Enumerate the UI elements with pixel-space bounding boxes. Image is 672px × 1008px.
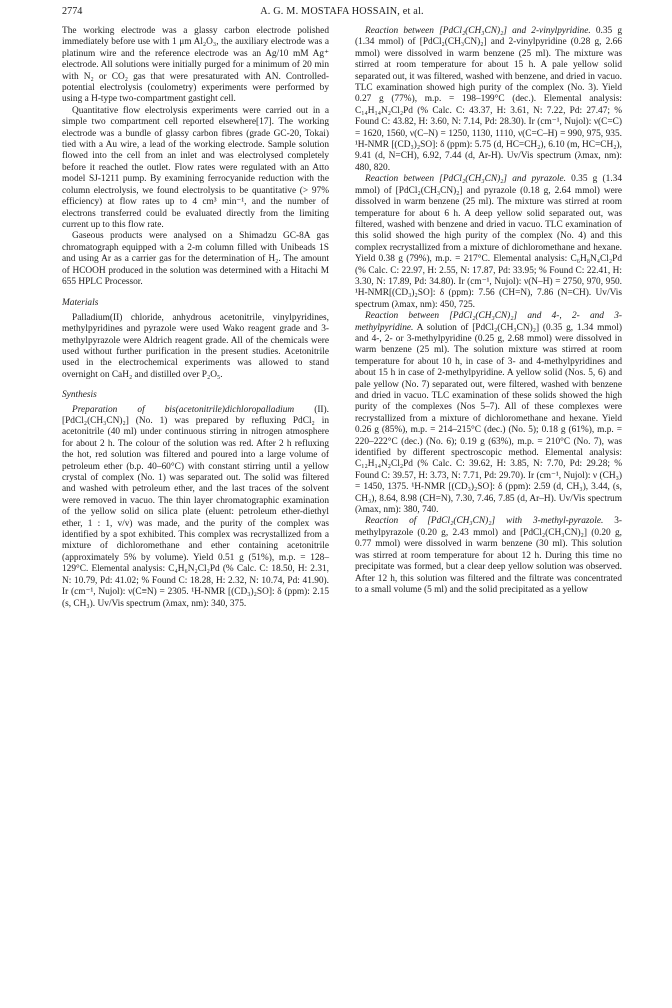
vinylpyridine-body: 0.35 g (1.34 mmol) of [PdCl₂(CH₃CN)₂] and 2-vinylpyridine (0.28 g, 2.66 mmol) were dissolved in warm benzene (25 ml). The mixture was stirred at room temperature for about 15 h. A pale yellow solid separated out, it was filtered, washed with benzene, and dried in vacuo. TLC examination showed high purity of the complex (No. 3). Yield 0.27 g (77%), m.p. = 198–199°C (dec.). Elemental analysis: C₁₄H₁₄N₂Cl₂Pd (% Calc. C: 43.37, H: 3.61, N: 7.22, Pd: 27.47; % Found C: 43.82, H: 3.60, N: 7.14, Pd: 28.30). Ir (cm⁻¹, Nujol): ν(C=C) = 1620, 1560, ν(C–N) = 1250, 1130, 1110, ν(C=C–H) = 990, 975, 935. ¹H-NMR [(CD₃)₂SO]: δ (ppm): 5.75 (d, HC=CH₂), 6.10 (m, HC=CH₂), 9.41 (d, N=CH), 6.92, 7.44 (d, Ar-H). Uv/Vis spectrum (λmax, nm): 480, 820. [355, 26, 623, 173]
vinylpyridine-paragraph [355, 26, 622, 174]
preparation-paragraph [62, 405, 329, 610]
pyrazole-paragraph [355, 174, 622, 311]
right-column [355, 26, 622, 596]
synthesis-heading: Synthesis [62, 390, 97, 401]
pyrazole-body: 0.35 g (1.34 mmol) of [PdCl₂(CH₃CN)₂] and pyrazole (0.18 g, 2.64 mmol) were dissolved in warm benzene (25 ml). The mixture was stirred at room temperature for about 6 h. A deep yellow solid separated out, was filtered, washed with benzene and dried in vacuo. TLC examination of this solid showed the high purity of the complex (No. 4) and this complex recrystallized from a mixture of dichloromethane and hexane. Yield 0.38 g (79%), m.p. = 217°C. Elemental analysis: C₆H₈N₄Cl₂Pd (% Calc. C: 22.97, H: 2.55, N: 17.87, Pd: 33.95; % Found C: 22.41, H: 3.30, N: 17.89, Pd: 34.80). Ir (cm⁻¹, Nujol): ν(N–H) = 2750, 970, 950. ¹H-NMR[(CD₃)₂SO]: δ (ppm): 7.56 (CH=N), 7.86 (N=CH). Uv/Vis spectrum (λmax, nm): 450, 725. [355, 174, 622, 310]
left-column [62, 26, 329, 610]
preparation-body: (II). [PdCl₂(CH₃CN)₂] (No. 1) was prepared by refluxing PdCl₂ in acetonitrile (40 ml) under continuous stirring in nitrogen atmosphere for about 2 h. The colour of the solution was red. After 2 h refluxing the hot, red solution was filtered and poured into a large volume of petroleum ether (b.p. 40–60°C) with constant stirring until a yellow crystal of complex (No. 1) was separated out. The solid was filtered and washed with petroleum ether, and the last traces of the solvent were removed in vacuo. The thin layer chromatographic examination of the yellow solid on silica plate (eluent: petroleum ether-diethyl ether, 1 : 1, v/v) was made, and the purity of the complex was identified by a spot exhibited. This complex was recrystallized from a mixture of dichloromethane and ether containing acetonitrile (approximately 5% by volume). Yield 0.51 g (51%), m.p. = 128–129°C. Elemental analysis: C₄H₆N₂Cl₂Pd (% Calc. C: 18.50, H: 2.31, N: 10.79, Pd: 41.02; % Found C: 18.28, H: 2.32, N: 10.74, Pd: 41.90). Ir (cm⁻¹, Nujol): ν(C≡N) = 2305. ¹H-NMR [(CD₃)₂SO]: δ (ppm): 2.15 (s, CH₃). Uv/Vis spectrum (λmax, nm): 340, 375. [62, 404, 329, 609]
running-header [62, 6, 622, 20]
methylpyridine-body: A solution of [PdCl₂(CH₃CN)₂] (0.35 g, 1.34 mmol) and 4-, 2- or 3-methylpyridine (0.25 g, 2.68 mmol) were dissolved in warm benzene (25 ml). The solution mixture was stirred at room temperature for about 10 h, in case of 3- and 4-methylpyridines and about 15 h in case of 2-methylpyridine. A yellow solid (Nos. 5, 6) and pale yellow (No. 7) separated out, were filtered, washed with benzene and dried in vacuo. TLC examination of these solids showed the high purity of the complexes (Nos 5–7). All of these complexes were recrystallized from a mixture of dichloromethane and hexane. Yield 0.26 g (85%), m.p. = 214–215°C (dec.) (No. 5); 0.18 g (61%), m.p. = 220–222°C (dec.) (No. 6); 0.19 g (63%), m.p. = 210°C (No. 7), was identified by different spectroscopic method. Elemental analysis: C₁₂H₁₄N₂Cl₂Pd (% Calc. C: 39.62, H: 3.85, N: 7.70, Pd: 29.28; % Found C: 39.57, H: 3.73, N: 7.71, Pd: 29.70). Ir (cm⁻¹, Nujol): ν (CH₃) = 1450, 1375. ¹H-NMR [(CD₃)₂SO]: δ (ppm): 2.59 (d, CH₃), 3.44, (s, CH₃), 8.64, 8.98 (CH=N), 7.30, 7.46, 7.85 (d, Ar–H). Uv/Vis spectrum (λmax, nm): 380, 740. [355, 322, 622, 516]
electrode-paragraph: The working electrode was a glassy carbon electrode polished immediately before use with 1 μm Al₂O₃, the auxiliary electrode was a platinum wire and the reference electrode was an Ag/10 mM Ag⁺ electrode. All solutions were initially purged for a minimum of 20 min with N₂ or CO₂ gas that were presaturated with AN. Controlled-potential electrolysis (coulometry) experiments were performed by using a H-type two-compartment gastight cell. [62, 26, 329, 105]
methylpyridine-paragraph [355, 311, 622, 516]
methylpyrazole-title: Reaction of [PdCl₂(CH₃CN)₂] with 3-methyl-pyrazole. [365, 516, 604, 527]
page-number: 2774 [62, 6, 83, 17]
materials-heading: Materials [62, 298, 99, 309]
preparation-title: Preparation of bis(acetonitrile)dichloropalladium [72, 404, 295, 415]
methylpyrazole-paragraph [355, 516, 622, 596]
flow-electrolysis-paragraph: Quantitative flow electrolysis experiments were carried out in a simple two compartment cell reported elsewhere[17]. The working electrode was a bundle of glassy carbon fibres (grade GC-20, Tokai) tied with a Au wire, a lead of the working electrode. Sample solution flowed into the cell from an inlet and was electrolysed completely before it reached the outlet. Flow rates were regulated with an Atto model SJ-1211 pump. By examining ferrocyanide reduction with the column electrolysis, we found electrolysis to be quantitative (> 97% efficiency) at flow rates up to 4 cm³ min⁻¹, and the number of electrons transferred could be evaluated directly from the limiting current up to this flow rate. [62, 105, 329, 230]
running-title: A. G. M. MOSTAFA HOSSAIN, et al. [260, 6, 424, 17]
methylpyrazole-body: 3-methylpyrazole (0.20 g, 2.43 mmol) and [PdCl₂(CH₃CN)₂] (0.20 g, 0.77 mmol) were dissolved in warm benzene (30 ml). This solution was stirred at room temperature for about 12 h. During this time no precipitate was formed, but a clear deep yellow solution was observed. After 12 h, this solution was filtered and the filtrate was concentrated to a small volume (5 ml) and the solid precipitated as a yellow [355, 516, 622, 595]
gaseous-products-paragraph: Gaseous products were analysed on a Shimadzu GC-8A gas chromatograph equipped with a 2-m column filled with Unibeads 1S and using Ar as a carrier gas for the determination of H₂. The amount of HCOOH produced in the solution was determined with a Hitachi M 655 HPLC Processor. [62, 231, 329, 287]
methylpyridine-title: Reaction between [PdCl₂(CH₃CN)₂] and 4-, 2- and 3-methylpyridine. [355, 311, 622, 333]
materials-paragraph: Palladium(II) chloride, anhydrous acetonitrile, vinylpyridines, methylpyridines and pyrazole were used Wako reagent grade and 3-methylpyrazole were Aldrich reagent grade. All of the chemicals were used without further purification in the present studies. Acetonitrile used in the electrochemical experiments was allowed to stand overnight on CaH₂ and distilled over P₂O₅. [62, 312, 329, 380]
vinylpyridine-title: Reaction between [PdCl₂(CH₃CN)₂] and 2-vinylpyridine. [365, 26, 591, 36]
pyrazole-title: Reaction between [PdCl₂(CH₃CN)₂] and pyrazole. [365, 174, 566, 185]
